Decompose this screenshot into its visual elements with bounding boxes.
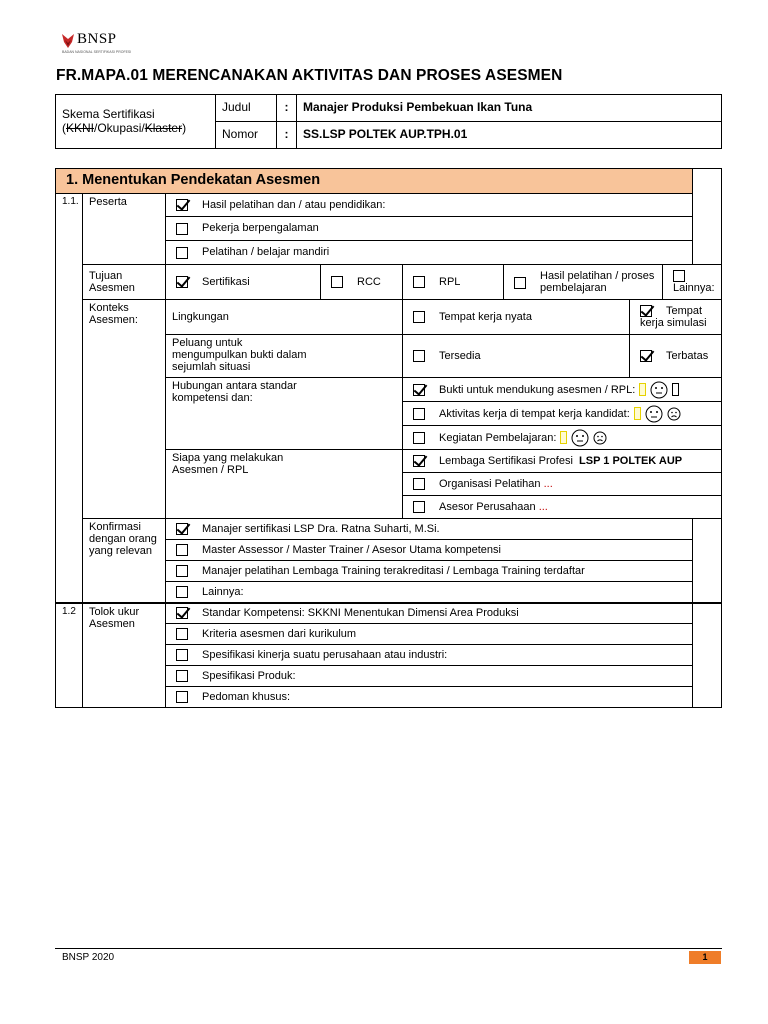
- checkbox-checked[interactable]: [640, 350, 652, 362]
- siapa-line1: Siapa yang melakukan: [172, 452, 284, 464]
- skema-klaster: Klaster: [144, 120, 183, 135]
- kegiatan-option: [403, 426, 722, 450]
- bukti-option: [403, 378, 722, 402]
- checkbox[interactable]: [413, 432, 425, 444]
- lembaga-option: [403, 450, 722, 473]
- tujuan-label-line1: Tujuan: [89, 269, 123, 282]
- sad-face-icon: [667, 407, 681, 421]
- option-label: Manajer sertifikasi LSP Dra. Ratna Suharti, M.Si.: [202, 522, 440, 535]
- organisasi-option: [403, 473, 722, 496]
- option-label: Pelatihan / belajar mandiri: [202, 246, 330, 259]
- checkbox-checked[interactable]: [176, 199, 188, 211]
- skema-info-table: [55, 94, 722, 149]
- peserta-option: [166, 217, 693, 241]
- checkbox[interactable]: [176, 565, 188, 577]
- tujuan-hasil: [504, 265, 663, 300]
- konteks-label-line2: Asesmen:: [89, 314, 138, 327]
- lembaga-value: LSP 1 POLTEK AUP: [579, 454, 683, 467]
- tolok-option: [166, 687, 693, 708]
- peserta-option: [166, 241, 693, 265]
- logo-text: BNSP: [77, 31, 117, 47]
- checkbox[interactable]: [176, 691, 188, 703]
- konfirmasi-label: [83, 519, 166, 603]
- checkbox[interactable]: [176, 544, 188, 556]
- tempat-kerja-nyata: [403, 300, 630, 335]
- bnsp-emblem-icon: [60, 32, 76, 50]
- bnsp-logo: [60, 28, 160, 56]
- option-label: Lainnya:: [202, 585, 244, 598]
- option-label: Master Assessor / Master Trainer / Asesor Utama kompetensi: [202, 543, 501, 556]
- checkbox-checked[interactable]: [413, 455, 425, 467]
- checkbox[interactable]: [514, 277, 526, 289]
- skema-kkni: KKNI: [66, 120, 95, 135]
- checkbox[interactable]: [176, 586, 188, 598]
- siapa-line2: Asesmen / RPL: [172, 464, 249, 477]
- konfirmasi-line1: Konfirmasi: [89, 521, 141, 533]
- option-label: Spesifikasi Produk:: [202, 669, 296, 682]
- tujuan-sertifikasi: [166, 265, 321, 300]
- skema-label: Skema Sertifikasi: [62, 107, 155, 122]
- nomor-value: SS.LSP POLTEK AUP.TPH.01: [297, 122, 722, 149]
- tolok-option: [166, 666, 693, 687]
- option-label: Kegiatan Pembelajaran:: [439, 431, 557, 444]
- option-label: Hasil pelatihan dan / atau pendidikan:: [202, 198, 386, 211]
- skema-label-cell: [56, 95, 216, 149]
- peserta-label: Peserta: [83, 194, 166, 265]
- checkbox[interactable]: [413, 408, 425, 420]
- checkbox-checked[interactable]: [176, 523, 188, 535]
- sad-face-icon: [593, 431, 607, 445]
- tolok-label: [83, 603, 166, 708]
- pendekatan-asesmen-table: [55, 168, 722, 708]
- option-label: Manajer pelatihan Lembaga Training terakreditasi / Lembaga Training terdaftar: [202, 564, 585, 577]
- checkbox[interactable]: [413, 478, 425, 490]
- option-label: Kriteria asesmen dari kurikulum: [202, 627, 357, 640]
- konteks-label-line1: Konteks: [89, 302, 129, 314]
- option-label: Pedoman khusus:: [202, 690, 291, 703]
- checkbox-checked[interactable]: [176, 607, 188, 619]
- tujuan-label-line2: Asesmen: [89, 282, 135, 294]
- box-glyph-icon: [672, 383, 679, 396]
- peserta-option: [166, 194, 693, 217]
- option-label: Asesor Perusahaan: [439, 500, 536, 513]
- checkbox[interactable]: [673, 270, 685, 282]
- konfirmasi-line2: dengan orang: [89, 533, 157, 546]
- option-label: Lainnya:: [673, 282, 715, 294]
- hasil-line2: pembelajaran: [540, 282, 607, 294]
- checkbox-checked[interactable]: [413, 384, 425, 396]
- checkbox[interactable]: [413, 311, 425, 323]
- section-number-1-1: 1.1.: [56, 194, 83, 603]
- peluang-label: [166, 335, 403, 378]
- checkbox[interactable]: [176, 247, 188, 259]
- neutral-face-icon: [645, 405, 663, 423]
- lingkungan-label: Lingkungan: [166, 300, 403, 335]
- skema-type: [62, 122, 215, 135]
- konfirmasi-option: [166, 582, 693, 603]
- checkbox[interactable]: [413, 276, 425, 288]
- option-label: Tersedia: [439, 349, 481, 362]
- checkbox[interactable]: [413, 501, 425, 513]
- neutral-face-icon: [571, 429, 589, 447]
- footer-text: BNSP 2020: [62, 952, 115, 963]
- peluang-line3: sejumlah situasi: [172, 361, 251, 374]
- logo-subtext: BADAN NASIONAL SERTIFIKASI PROFESI: [62, 50, 132, 54]
- checkbox[interactable]: [413, 350, 425, 362]
- page-title: FR.MAPA.01 MERENCANAKAN AKTIVITAS DAN PROSES ASESMEN: [56, 67, 563, 84]
- checkbox[interactable]: [176, 628, 188, 640]
- nomor-label: Nomor: [216, 122, 277, 149]
- highlight-box-icon: [634, 407, 641, 420]
- checkbox[interactable]: [176, 649, 188, 661]
- option-label: Sertifikasi: [202, 275, 250, 288]
- judul-label: Judul: [216, 95, 277, 122]
- option-label: Terbatas: [666, 349, 709, 362]
- checkbox[interactable]: [331, 276, 343, 288]
- section-number-1-2: 1.2: [56, 603, 83, 708]
- checkbox[interactable]: [176, 223, 188, 235]
- hubungan-line1: Hubungan antara standar: [172, 380, 297, 392]
- option-label: Aktivitas kerja di tempat kerja kandidat:: [439, 407, 630, 420]
- tolok-line2: Asesmen: [89, 617, 135, 630]
- nomor-colon: :: [277, 122, 297, 149]
- peluang-line2: mengumpulkan bukti dalam: [172, 349, 307, 362]
- siapa-label: [166, 450, 403, 519]
- hubungan-label: [166, 378, 403, 450]
- option-label: [540, 270, 662, 294]
- option-label: Organisasi Pelatihan: [439, 477, 541, 490]
- tolok-option: [166, 603, 693, 624]
- option-label: Spesifikasi kinerja suatu perusahaan atau industri:: [202, 648, 448, 661]
- paren-close: ): [182, 120, 187, 135]
- tempat-kerja-simulasi: [630, 300, 722, 335]
- option-label: Standar Kompetensi: SKKNI Menentukan Dimensi Area Produksi: [202, 607, 519, 620]
- konfirmasi-line3: yang relevan: [89, 545, 152, 558]
- neutral-face-icon: [650, 381, 668, 399]
- footer-divider: [55, 948, 722, 949]
- hasil-line1: Hasil pelatihan / proses: [540, 269, 655, 282]
- option-label: Pekerja berpengalaman: [202, 222, 319, 235]
- konfirmasi-option: [166, 540, 693, 561]
- option-label: Tempat kerja simulasi: [640, 304, 707, 329]
- terbatas-option: [630, 335, 722, 378]
- judul-value: Manajer Produksi Pembekuan Ikan Tuna: [297, 95, 722, 122]
- highlight-box-icon: [560, 431, 567, 444]
- tolok-option: [166, 624, 693, 645]
- section-title: 1. Menentukan Pendekatan Asesmen: [56, 169, 693, 194]
- judul-colon: :: [277, 95, 297, 122]
- tujuan-rpl: [403, 265, 504, 300]
- checkbox-checked[interactable]: [176, 276, 188, 288]
- tujuan-lainnya: [663, 265, 722, 300]
- tolok-option: [166, 645, 693, 666]
- paren-open: (: [62, 120, 66, 135]
- tolok-line1: Tolok ukur: [89, 605, 140, 618]
- highlight-box-icon: [639, 383, 646, 396]
- checkbox-checked[interactable]: [640, 305, 652, 317]
- konteks-label: [83, 300, 166, 519]
- option-label: Bukti untuk mendukung asesmen / RPL:: [439, 383, 636, 396]
- tersedia-option: [403, 335, 630, 378]
- konfirmasi-option: [166, 561, 693, 582]
- checkbox[interactable]: [176, 670, 188, 682]
- peluang-line1: Peluang untuk: [172, 337, 243, 349]
- tujuan-rcc: [321, 265, 403, 300]
- dots: ...: [543, 477, 553, 490]
- asesor-option: [403, 496, 722, 519]
- option-label: Tempat kerja nyata: [439, 310, 532, 323]
- tujuan-label: [83, 265, 166, 300]
- aktivitas-option: [403, 402, 722, 426]
- skema-okupasi: /Okupasi/: [94, 120, 145, 135]
- option-label: RPL: [439, 275, 461, 288]
- option-label: Lembaga Sertifikasi Profesi: [439, 454, 573, 467]
- dots: ...: [538, 500, 548, 513]
- option-label: RCC: [357, 275, 381, 288]
- konfirmasi-option: [166, 519, 693, 540]
- page-number-badge: 1: [689, 951, 721, 964]
- hubungan-line2: kompetensi dan:: [172, 392, 253, 405]
